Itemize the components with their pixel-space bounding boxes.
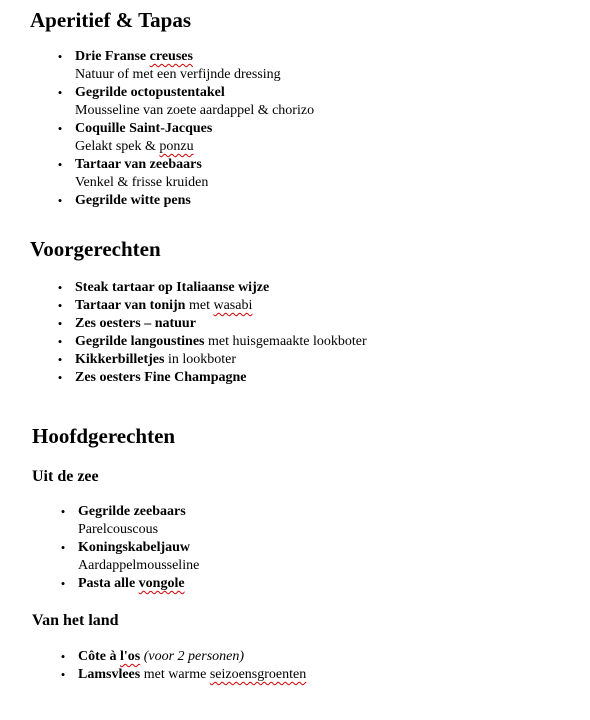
dish-name-underlined: l'os: [120, 649, 141, 664]
dish-name: Gegrilde zeebaars: [78, 504, 186, 519]
list-item: [56, 648, 306, 666]
dish-description: Parelcouscous: [78, 522, 159, 537]
bullet-icon: •: [57, 280, 63, 295]
bullet-icon: •: [57, 121, 63, 136]
list-item: [56, 575, 199, 593]
dish-name: Kikkerbilletjes: [75, 352, 165, 367]
dish-name-underlined: vongole: [138, 576, 185, 591]
bullet-icon: •: [60, 667, 66, 682]
dish-name: Zes oesters Fine Champagne: [75, 370, 247, 385]
dish-description: Aardappelmousseline: [78, 558, 200, 573]
bullet-icon: •: [60, 649, 66, 664]
dish-name: Lamsvlees: [78, 667, 141, 682]
list-item: [53, 351, 367, 369]
list-item: [53, 48, 314, 84]
section-heading-hoofdgerechten: Hoofdgerechten: [32, 424, 176, 448]
dish-detail-underlined: wasabi: [213, 298, 253, 313]
bullet-icon: •: [57, 370, 63, 385]
bullet-icon: •: [57, 352, 63, 367]
list-item: [53, 84, 314, 120]
dish-description: Venkel & frisse kruiden: [75, 175, 209, 190]
dish-name: Gegrilde langoustines: [75, 334, 205, 349]
bullet-icon: •: [60, 576, 66, 591]
bullet-icon: •: [57, 85, 63, 100]
van-het-land-list: [56, 648, 306, 684]
list-item: [56, 666, 306, 684]
list-item: [53, 297, 367, 315]
bullet-icon: •: [57, 298, 63, 313]
dish-name: Côte à: [78, 649, 117, 664]
dish-name: Coquille Saint-Jacques: [75, 121, 213, 136]
section-heading-aperitief: Aperitief & Tapas: [30, 8, 192, 32]
dish-name: Zes oesters – natuur: [75, 316, 196, 331]
bullet-icon: •: [60, 540, 66, 555]
subsection-heading-zee: Uit de zee: [32, 468, 99, 485]
list-item: [53, 156, 314, 192]
subsection-heading-land: Van het land: [32, 612, 119, 629]
list-item: [53, 192, 314, 210]
section-heading-voorgerechten: Voorgerechten: [30, 237, 161, 261]
bullet-icon: •: [57, 334, 63, 349]
dish-detail: met warme: [143, 667, 207, 682]
dish-detail: in lookboter: [167, 352, 236, 367]
dish-note: (voor 2 personen): [143, 649, 245, 664]
dish-name: Drie Franse: [75, 49, 147, 64]
bullet-icon: •: [60, 504, 66, 519]
dish-detail: met: [188, 298, 210, 313]
uit-de-zee-list: [56, 503, 199, 593]
dish-name: Tartaar van tonijn: [75, 298, 186, 313]
dish-description: Natuur of met een verfijnde dressing: [75, 67, 281, 82]
dish-name: Gegrilde octopustentakel: [75, 85, 225, 100]
dish-name: Gegrilde witte pens: [75, 193, 191, 208]
list-item: [53, 279, 367, 297]
dish-name-underlined: creuses: [149, 49, 193, 64]
list-item: [53, 333, 367, 351]
voorgerechten-list: [53, 279, 367, 387]
bullet-icon: •: [57, 316, 63, 331]
list-item: [56, 503, 199, 539]
list-item: [53, 369, 367, 387]
list-item: [53, 120, 314, 156]
dish-name: Tartaar van zeebaars: [75, 157, 202, 172]
dish-detail: met huisgemaakte lookboter: [208, 334, 367, 349]
dish-description-underlined: ponzu: [159, 139, 194, 154]
dish-description: Gelakt spek &: [75, 139, 156, 154]
bullet-icon: •: [57, 193, 63, 208]
bullet-icon: •: [57, 49, 63, 64]
list-item: [56, 539, 199, 575]
dish-description: Mousseline van zoete aardappel & chorizo: [75, 103, 315, 118]
dish-name: Steak tartaar op Italiaanse wijze: [75, 280, 270, 295]
aperitief-list: [53, 48, 314, 210]
dish-detail-underlined: seizoensgroenten: [209, 667, 307, 682]
dish-name: Koningskabeljauw: [78, 540, 191, 555]
dish-name: Pasta alle: [78, 576, 136, 591]
bullet-icon: •: [57, 157, 63, 172]
list-item: [53, 315, 367, 333]
